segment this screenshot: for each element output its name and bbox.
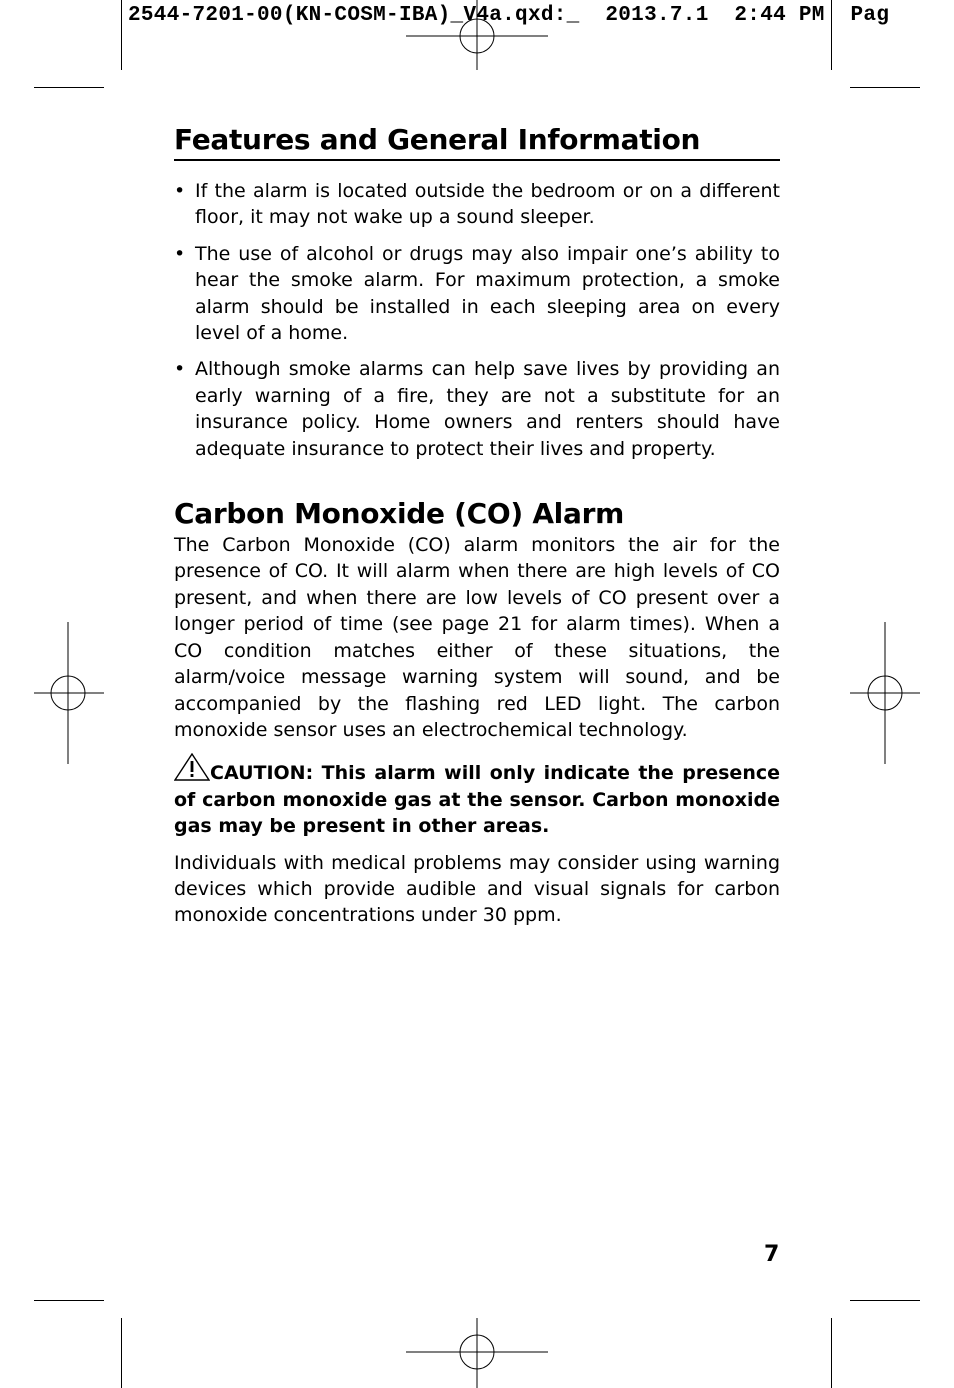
list-item (174, 356, 780, 462)
crop-mark (121, 1318, 122, 1388)
crop-mark (34, 1300, 104, 1301)
co-alarm-heading: Carbon Monoxide (CO) Alarm (174, 497, 624, 531)
crop-mark (34, 87, 104, 88)
list-item (174, 241, 780, 347)
page-number: 7 (764, 1242, 780, 1267)
bullet-icon: • (174, 180, 186, 202)
caution-paragraph (174, 753, 780, 839)
medical-advice-paragraph: Individuals with medical problems may consider using warning devices which provide audible and visual signals for carbon monoxide concentrations under 30 ppm. (174, 851, 780, 927)
bullet-icon: • (174, 242, 186, 265)
co-description-paragraph: The Carbon Monoxide (CO) alarm monitors the air for the presence of CO. It will alarm when there are high levels of CO present, and when there are low levels of CO present over a longer period of time (see page 21 for alarm times). When a CO condition matches either of these situations, the alarm/voice message warning system will sound, and be accompanied by the flashing red LED light. The carbon monoxide sensor uses an electrochemical technology. (174, 534, 780, 741)
crop-mark (850, 87, 920, 88)
crop-mark (850, 1300, 920, 1301)
registration-mark-icon (850, 622, 920, 764)
caution-text: CAUTION: This alarm will only indicate the presence of carbon monoxide gas at the sensor. Carbon monoxide gas may be present in other areas. (174, 762, 780, 838)
list-item (174, 178, 780, 231)
features-heading: Features and General Information (174, 122, 780, 161)
features-bullet-list (174, 178, 780, 462)
page-content (174, 122, 780, 929)
print-slug: 2544-7201-00(KN-COSM-IBA)_V4a.qxd:_ 2013.7.1 2:44 PM Pag (128, 4, 890, 27)
bullet-text: Although smoke alarms can help save lives by providing an early warning of a fire, they are not a substitute for an insurance policy. Home owners and renters should have adequate insurance to protect their lives and property. (195, 358, 780, 460)
bullet-text: The use of alcohol or drugs may also impair one’s ability to hear the smoke alarm. For maximum protection, a smoke alarm should be installed in each sleeping area on every level of a home. (195, 242, 780, 345)
bullet-icon: • (174, 358, 186, 381)
crop-mark (831, 1318, 832, 1388)
warning-triangle-icon (174, 753, 210, 781)
registration-mark-icon (34, 622, 104, 764)
bullet-text: If the alarm is located outside the bedroom or on a different floor, it may not wake up a sound sleeper. (195, 180, 780, 229)
crop-mark (121, 0, 122, 70)
registration-mark-icon (406, 1318, 548, 1388)
